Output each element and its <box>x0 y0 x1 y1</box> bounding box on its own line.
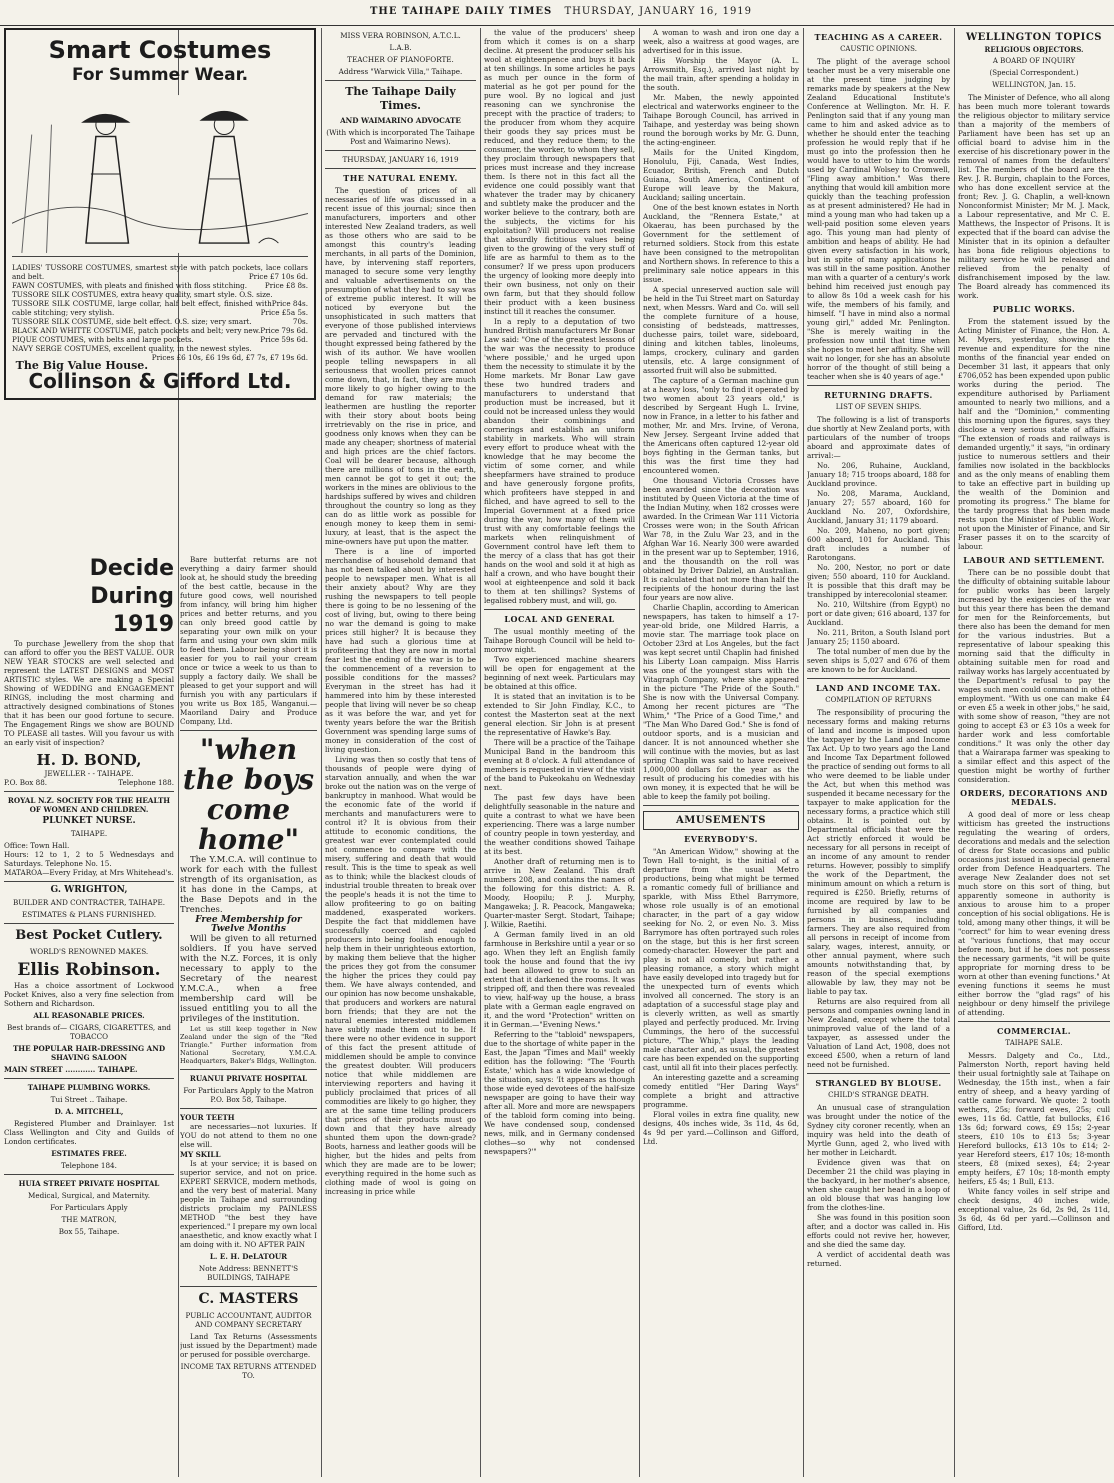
costume-item: BLACK AND WHITTE COSTUME, patch pockets and belt; very new. Price 79s 6d. <box>12 326 308 335</box>
paper-note: (With which is incorporated The Taihape Post and Waimarino News). <box>326 128 475 146</box>
divider <box>4 1078 174 1079</box>
plunket-town: TAIHAPE. <box>70 829 108 838</box>
local-para: Referring to the "tabloid" newspapers, due to the shortage of white paper in the East, the Japan "Times and Mail" weekly edition has the following: "The 'Fourth Estate,' which has a wide knowledge of the situation, says: 'It appears as though those wide eyed devotees of the half-size newspaper are going to have their way after all. More and more are newspapers of the tabloid form coming into being. We have condensed soup, condensed news, milk, and in Germany condensed clothes—so why not condensed newspapers?'" <box>484 1030 635 1156</box>
costume-item: PIQUE COSTUMES, with belts and large pockets. Price 59s 6d. <box>12 335 308 344</box>
jewel-ad-body: To purchase Jewellery from the shop that can afford to offer you the BEST VALUE. OUR NEW YEAR STOCKS are well selected and represent the LATEST DESIGNS and MOST ARTISTIC styles. We are making a Special Showing of WEDDING and ENGAGEMENT RINGS, including the most charming and attractively designed combinations of Stones that it has been our good fortune to secure. The Engagement Rings we show are BOUND TO PLEASE all tastes. Will you favour us with an early visit of inspection? <box>4 639 174 747</box>
ellis-prices: ALL REASONABLE PRICES. <box>33 1011 145 1020</box>
editorial-para: There is a line of imported merchandise of household demand that has not been talked about by interested people to newspaper men. What is all their anxiety about? Why are they rushing the newspapers to tell people there is going to be no lessening of the cost of living, but, owing to there being no war the demand is going to make prices still higher? It is because they have had such a glorious time at profiteering that they are now in mortal fear lest the ending of the war is to be the commencement of a reversion to possible conditions for the masses? Everyman in the street has had it hammered into him by these interested people that living will never be so cheap as it was before the war, and yet for twenty years before the war the British Government was spending large sums of money in consideration of the cost of living question. <box>325 547 476 754</box>
jeweller-trade: JEWELLER - - TAIHAPE. <box>44 769 134 778</box>
news-para: A woman to wash and iron one day a week, also a waitress at good wages, are advertised for in this issue. <box>643 28 799 55</box>
jewel-line-1: Decide <box>89 556 174 581</box>
news-para: His Worship the Mayor (A. L. Arrowsmith, Esq.), arrived last night by the mail train, after spending a holiday in the south. <box>643 56 799 92</box>
plunket-office: Office: Town Hall. <box>4 841 70 850</box>
teaching-para: The plight of the average school teacher must be a very miserable one at the present time judging by remarks made by speakers at the New Zealand Educational Institute's Conference at Wellington. Mr. H. F. Penlington said that if any young man came to him and asked advice as to whether he should enter the teaching profession he would reply that if he must go into the profession then he would have to utter to him the words used by Cardinal Wolsey to Cromwell, "Fling away ambition." Was there anything that would kill ambition more quickly than the teaching profession as at present administered? He had in mind a young man who had taken up a well-paid position some eleven years ago. This young man had plenty of ambition and heaps of ability. He had given every satisfaction in his work, but in spite of many applications he was still in the same position. Another man with a quarter of a century's work behind him received just enough pay to allow 8s 10d a week cash for his wife, the members of his family, and himself. "I have in mind also a normal young girl," added Mr. Penlington. "She is merely waiting in the profession now until that time when she hopes to meet her affinity. She will wait no longer, for she has an absolute horror of the thought of still being a teacher when she is 40 years of age." <box>807 57 950 381</box>
masthead-paper: THE TAIHAPE DAILY TIMES <box>369 6 553 17</box>
local-head: LOCAL AND GENERAL <box>504 614 615 624</box>
blouse-para: Evidence given was that on December 21 the child was playing in the backyard, in her mother's absence, when she caught her head in a loop of an old blouse that was hanging low from the clothes-line. <box>807 1158 950 1212</box>
costume-item: TUSSORE SILK COSTUME, large collar, half belt effect, finished with cable stitching; very stylish. Price £5a 5s. <box>12 299 308 317</box>
huia-matron: THE MATRON, <box>61 1215 117 1224</box>
works-head: PUBLIC WORKS. <box>992 304 1076 314</box>
costume-item: LADIES' TUSSORE COSTUMES, smartest style with patch pockets, lace collars and belt. Price £7 10s 6d. <box>12 263 308 281</box>
column-5 <box>643 28 799 1478</box>
ladies-illustration <box>12 92 308 256</box>
local-para: A German family lived in an old farmhouse in Berkshire until a year or so ago. When they left an English family took the house and found that the ivy had been allowed to grow to such an extent that it darkened the rooms. It was stripped off, and then there was revealed to view, half-way up the house, a brass plate with a German eagle engraved on it, and the word "Protection" written on it in German.—"Evening News." <box>484 930 635 1029</box>
editorial-cont: the value of the producers' sheep from which it comes is on a sharp decline. At present the producer sells his wool at eighteenpence and buys it back at ten shillings. In some articles he pays as much per ounce in the form of material as he got per pound for the pure wool. By no logical and just reasoning can we synchronise the precept with the practice of traders; to the producer from whom they acquire their goods they say prices must be reduced, and they reduce them; to the consumer, the worker, to whom they sell, they proclaim through newspapers that prices must increase and they increase them. Is there not in this fact all the evidence one could possibly want that whatever the trader may by chicanery and subtlety make the producer and the worker believe to the contrary, both are the subjects, the victims for his exploitation? Will producers not realise that absurdly fictitious values being given to the growing of the very stuff of life are as harmful to them as to the consumer? If we press upon producers the urgency of looking more deeply into their own business, not only on their own farm, but that they should follow their product with a keen business instinct till it reaches the consumer. <box>484 28 635 316</box>
robinson-name: MISS VERA ROBINSON, A.T.C.L. <box>340 31 461 40</box>
drafts-head: RETURNING DRAFTS. <box>824 390 933 400</box>
divider <box>958 1021 1110 1022</box>
costume-store-name: Collinson & Gifford Ltd. <box>28 369 292 393</box>
news-para: One thousand Victoria Crosses have been awarded since the decoration was instituted by Queen Victoria at the time of the Indian Mutiny, when 182 crosses were awarded. In the Crimean War 111 Victoria Crosses were won; in the South African War 78, in the Zulu War 23, and in the Afghan War 16. Nearly 300 were awarded in the present war up to September, 1916, and the thousandth on the roll was obtained by Driver Dalziel, an Australian. It is calculated that not more than half the recipients of the honour during the last four years are now alive. <box>643 476 799 602</box>
ymca-title: "when the boys come home" <box>182 733 315 856</box>
dentist-name: L. E. H. DeLATOUR <box>209 1252 288 1261</box>
blouse-para: A verdict of accidental death was returned. <box>807 1250 950 1268</box>
caustic-head: CAUSTIC OPINIONS. <box>840 45 917 53</box>
costume-store-line: The Big Value House. <box>15 359 149 372</box>
column-1-lower <box>4 555 174 1475</box>
column-rule <box>639 28 640 1477</box>
sale-para: Messrs. Dalgety and Co., Ltd., Palmerston North, report having held their usual fortnightly sale at Taihape on Wednesday, the 15th inst., when a fair entry of sheep, and a heavy yarding of cattle came forward. We quote: 2 tooth wethers, 25s; forward ewes, 25s; cull ewes, 11s 6d. Cattle, fat bullocks, £16 13s 6d; forward cows, £9 15s; 2-year steers, £10 10s to £13 5s; 3-year Hereford bullocks, £13 10s to £14; 2-year Hereford steers, £17 10s; 18-month steers, £8 (mixed sexes), £4; 2-year empty heifers, £7 10s; 18-month empty heifers, £5 4s; 1 Bull, £13. <box>958 1051 1110 1186</box>
blouse-head: STRANGLED BY BLOUSE. <box>815 1078 942 1088</box>
column-3 <box>325 28 476 1478</box>
plumbing-street: Tui Street .. Taihape. <box>50 1095 128 1104</box>
news-para: The capture of a German machine gun at a heavy loss, "only to find it operated by two women about 23 years old," is described by Sergeant Hugh L. Irvine, now in France, in a letter to his father and mother, Mr. and Mrs. Irvine, of Verona, New Jersey. Sergeant Irvine added that the Americans often captured 12-year old boys fighting in the German tanks, but this was the first time they had encountered women. <box>643 376 799 475</box>
teeth-body: are necessaries—not luxuries. If YOU do not attend to them no one else will. <box>180 1122 317 1149</box>
butterfat-ad: Bare butterfat returns are not everything a dairy farmer should look at, he should study the breeding of the best cattle, because in the future good cows, well nourished from infancy, will bring him higher prices and better returns, and you can only breed good cattle by separating your own milk on your farm and using your own skim milk to feed them. Labour being short it is easier for you to rail your cream once or twice a week to us than to supply a factory daily. We shall be pleased to get your support and will furnish you with any particulars if you write us Box 185, Wanganui.—Maoriland Dairy and Produce Company, Ltd. <box>180 555 317 726</box>
jeweller-name: H. D. BOND, <box>36 751 142 769</box>
plunket-nurse: PLUNKET NURSE. <box>42 816 136 826</box>
local-para: Two experienced machine shearers will be open for engagement at the beginning of next week. Particulars may be obtained at this office. <box>484 655 635 691</box>
costume-item: TUSSORE SILK COSTUMES, extra heavy quality, smart style. O.S. size. Price 84s. <box>12 290 308 308</box>
drafts-para: No. 206, Ruhaine, Auckland, January 18; 715 troops aboard, 188 for Auckland province. <box>807 461 950 488</box>
divider <box>4 1174 174 1175</box>
editorial-cont: In a reply to a deputation of two hundred British manufacturers Mr Bonar Law said: "One of the greatest lessons of the war was the necessity to produce 'where possible,' and he urged upon them the necessity to stimulate it by the Home markets. Mr Bonar Law gave these two hundred traders and manufacturers to understand that production must be increased, but it could not be increased unless they would abandon their combinings and cornerings and establish an uniform stability in markets. Who will strain every effort to produce wheat with the knowledge that he may become the victim of some corner, and while sheepfarmers have strained to produce and have generously forgone profits, which profiteers have stepped in and filched, and have agreed to sell to the Imperial Government at a fixed price during the war, how many of them will trust with any comfortable feelings the markets when relinquishment of Government control have left them to the mercy of a class that has got their hands on the wool and sold it at high as half a crown, and who have bought their wool at eighteenpence and sold it back to them at ten shillings? Systems of legalised robbery must, and will, go. <box>484 317 635 605</box>
costume-ad <box>4 28 316 400</box>
plumbing-body: Registered Plumber and Drainlayer. 1st Class Wellington and City and Guilds of London certificates. <box>4 1119 174 1146</box>
drafts-para: No. 208, Marama, Auckland, January 27; 557 aboard, 160 for Auckland No. 207, Oxfordshire, Auckland, January 31; 1179 aboard. <box>807 489 950 525</box>
costume-item: TUSSORE SILK COSTUME, side belt effect. O.S. size; very smart. 70s. <box>12 317 308 326</box>
divider <box>180 1069 317 1070</box>
news-para: One of the best known estates in North Auckland, the "Rennera Estate," at Okaerau, has been purchased by the Government for the settlement of returned soldiers. Stock from this estate have been consigned to the metropolitan and Northern shows. In reference to this a preliminary sale notice appears in this issue. <box>643 203 799 284</box>
ellis-name: Ellis Robinson. <box>17 960 161 980</box>
huia-box: Box 55, Taihape. <box>58 1227 120 1236</box>
plumbing-tel: Telephone 184. <box>61 1161 117 1170</box>
masters-name: C. MASTERS <box>198 1291 299 1307</box>
local-para: The usual monthly meeting of the Taihape Borough Council will be held to-morrow night. <box>484 627 635 654</box>
tax-sub: COMPILATION OF RETURNS <box>825 696 932 704</box>
jeweller-contact <box>4 778 174 787</box>
inquiry-head: A BOARD OF INQUIRY <box>992 57 1076 65</box>
masters-body: Land Tax Returns (Assessments just issued by the Department) made or perused for possible overcharge. <box>180 1332 317 1359</box>
divider <box>325 80 476 81</box>
plunket-mataroa: MATAROA—Every Friday, at Mrs Whitehead's. <box>4 868 174 877</box>
cutlery-title: Best Pocket Cutlery. <box>15 928 163 943</box>
cutlery-sub: WORLD'S RENOWNED MAKES. <box>29 947 149 956</box>
drafts-para: No. 200, Nestor, no port or date given; 550 aboard, 110 for Auckland. It is possible that this draft may be transhipped by interecolonial steamer. <box>807 563 950 599</box>
ymca-fine: Let us still keep together in New Zealand under the sign of the "Red Triangle." Further information from National Secretary, Y.M.C.A. Headquarters, Baker's Bldgs, Wellington. <box>180 1025 317 1065</box>
paper-title: The Taihape Daily Times. <box>345 85 456 112</box>
blouse-para: She was found in this position soon after, and a doctor was called in. His efforts could not revive her, however, and she died the same day. <box>807 1213 950 1249</box>
drafts-para: No. 209, Maheno, no port given; 600 aboard, 101 for Auckland. This draft includes a number of Rarotongans. <box>807 526 950 562</box>
teeth-head: YOUR TEETH <box>180 1113 235 1122</box>
plumbing-est: ESTIMATES FREE. <box>51 1149 127 1158</box>
wellington-dateline: WELLINGTON, Jan. 15. <box>992 81 1076 89</box>
ymca-body: The Y.M.C.A. will continue to work for each with the fullest strength of its organisation, as it has done in the Camps, at the Base Depots and in the Trenches. <box>180 855 317 915</box>
costume-item: NAVY SERGE COSTUMES, excellent quality, in the newest styles. Prices £6 10s, £6 19s 6d, £7 7s, £7 19s 6d. <box>12 344 308 362</box>
skill-head: MY SKILL <box>180 1150 221 1159</box>
ruanui-body: For Particulars Apply to the Matron P.O. Box 58, Taihape. <box>183 1086 314 1104</box>
sale-para: White fancy voiles in self stripe and check designs, 40 inches wide, exceptional value, 2s 6d, 2s 9d, 2s 11d, 3s 6d, 4s 6d per yard.—Collinson and Gifford, Ltd. <box>958 1187 1110 1232</box>
masthead-date: THURSDAY, JANUARY 16, 1919 <box>564 6 753 17</box>
medals-head: ORDERS, DECORATIONS AND MEDALS. <box>960 788 1108 807</box>
amusement-para: Floral voiles in extra fine quality, new designs, 40s inches wide, 3s 11d, 4s 6d, 4s 9d per yard.—Collinson and Gifford, Ltd. <box>643 1110 799 1146</box>
news-para: A special unreserved auction sale will be held in the Tui Street mart on Saturday next, when Messrs. Ward and Co. will sell the complete furniture of a house, consisting of bedsteads, mattresses, duchesse pairs, toilet ware, sideboard, dining and kitchen tables, linoleums, lamps, crockery, culinary and garden utensils, etc. A large consignment of assorted fruit will also be submitted. <box>643 285 799 375</box>
column-7 <box>958 28 1110 1478</box>
column-rule <box>321 28 322 1477</box>
jeweller-tel: Telephone 188. <box>118 778 174 787</box>
drafts-para: The total number of men due by the seven ships is 5,027 and 676 of them are known to be for Auckland. <box>807 647 950 674</box>
editorial-para: Living was then so costly that tens of thousands of people were dying of starvation annually, and when the war broke out the nation was on the verge of bankruptcy in manhood. What would be the economic fate of the world if merchants and manufacturers were to control it? It is obvious from their attitude to economic conditions, the greatest war ever contemplated could not commence to compare with the misery, suffering and death that would result. This is the time to speak as well as to think; while the blackest clouds of industrial trouble threaten to break over the people's heads it is not the time to allow profiteering to go on baiting maddened, exasperated workers. Despite the fact that middlemen have successfully coerced and cajoled producers into being foolish enough to help them in their unrighteous extortion, by making them believe that the higher the prices they got from the consumer the higher the prices they could pay them. We have always contended, and our opinion has now become unshakable, that producers and workers are natural born friends; that they are not the natural enemies interested middlemen have subtly made them out to be. If there were no other evidence in support of this fact the present attitude of middlemen should be ample to convince the greatest doubter. Will producers notice that while middlemen are interviewing reporters and having it publicly proclaimed that prices of all commodities are likely to go higher, they are at the same time telling producers that prices of their products must go down and that they have already shunted them upon the down-grade? Boots, harness and leather goods will be higher, but the hides and pelts from which they are made are to be lower; everything required in the home such as clothing made of wool is going on increasing in price while <box>325 755 476 1196</box>
column-rule <box>803 28 804 1477</box>
divider <box>643 805 799 806</box>
plumbing-head: TAIHAPE PLUMBING WORKS. <box>27 1083 151 1092</box>
everybodys-head: EVERYBODY'S. <box>684 834 758 844</box>
editorial-dateline: THURSDAY, JANUARY 16, 1919 <box>342 155 459 164</box>
local-para: Another draft of returning men is to arrive in New Zealand. This draft numbers 208, and contains the names of the following for this district: A. R. Moody, Hoopilu; P. J. Murphy, Mangaweka; J. R. Peacock, Mangaweka; Quarter-master Sergt. Stodart, Taihape; J. Wilkie, Raetihi. <box>484 857 635 929</box>
blouse-para: An unusual case of strangulation was brought under the notice of the Sydney city coroner recently, when an inquiry was held into the death of Myrtle Gunn, aged 2, who lived with her mother in Leichardt. <box>807 1103 950 1157</box>
local-para: The past few days have been delightfully seasonable in the nature and quite a contrast to what we have been experiencing. There was a large number of country people in town yesterday, and the weather conditions showed Taihape at its best. <box>484 793 635 856</box>
labour-para: There can be no possible doubt that the difficulty of obtaining suitable labour for public works has been largely increased by the exigencies of the war but this year there has been the demand for men for the Reinforcements, but there also has been the demand for men for the various industries. But a representative of labour speaking this morning said that the difficulty in obtaining suitable men for road and railway works has largely accentuated by the Department's refusal to pay the wages such men could command in other employment. "With us one can make £4 or even £5 a week in other jobs," he said, with some show of reason, "they are not going to accept £3 or £3 10s a week for harder work and less comfortable conditions." It was only the other day that a Wairarapa farmer was speaking to a similar effect and this aspect of the question might be worthy of further consideration. <box>958 568 1110 784</box>
wrighton-trade: BUILDER AND CONTRACTER, TAIHAPE. <box>12 898 166 907</box>
news-para: Charlie Chaplin, according to American newspapers, has taken to himself a 17-year-old bride, one Mildred Harris, a movie star. The marriage took place on October 23rd at Los Angeles, but the fact was kept secret until Chaplin had finished his Liberty Loan campaign. Miss Harris was one of the youngest stars with the Vitagraph Company, where she appeared in the picture "The Pride of the South." She is now with the Universal Company. Among her recent pictures are "The Whim," "The Price of a Good Time," and "The Man Who Dared God." She is fond of outdoor sports, and is a musician and dancer. It is not announced whether she will continue with the movies, but as last spring Chaplin was said to have received 1,000,000 dollars for the year as the result of producing his comedies with his own money, it is expected that he will be able to keep the family pot boiling. <box>643 603 799 801</box>
divider <box>180 1286 317 1287</box>
labour-head: LABOUR AND SETTLEMENT. <box>963 555 1105 565</box>
plunket-hours: Hours: 12 to 1, 2 to 5 Wednesdays and Saturdays. Telephone No. 15. <box>4 850 174 868</box>
divider <box>180 1108 317 1109</box>
robinson-teacher: TEACHER OF PIANOFORTE. <box>347 55 454 64</box>
objectors-para: The Minister of Defence, who all along has been much more tolerant towards the religious objector to military service than a majority of the members of Parliament have been has set up an official board to advise him in the exercise of his discretionary power in the removal of names from the defaulters' list. The members of the board are the Rev. J. R. Burgin, chaplain to the Forces, who has done excellent service at the front; Rev. J. G. Chaplin, a well-known Nonconformist Minister; Mr M. J. Mack, a Labour representative, and Mr C. E. Matthews, the Inspector of Prisons. It is expected that if the board can advise the Minister that in its opinion a defaulter has bona fide religious objections to military service he will be released and relieved from the penalty of disfranchisement imposed by the law. The Board already has commenced its work. <box>958 93 1110 300</box>
works-para: From the statement issued by the Acting Minister of Finance, the Hon. A. M. Myers, yesterday, showing the revenue and expenditure for the nine months of the financial year ended on December 31 last, it appears that only £706,052 has been expended upon public works during the period. The expenditure authorised by Parliament amounted to nearly two millions, and a half and the "Dominion," commenting this morning upon the figures, says they disclose a very serious state of affairs. "The extension of roads and railways is demanded urgently," it says, "in ordinary justice to numerous settlers and their families now isolated in the backblocks and as the only means of enabling them to take an effective part in building up the wealth of the Dominion and promoting its progress." The blame for the tardy progress that has been made rests upon the Minister of Public Work, not upon the Minister of Finance, and Sir Fraser passes it on to the scarcity of labour. <box>958 317 1110 551</box>
jewel-ad <box>4 555 174 639</box>
robinson-address: Address "Warwick Villa," Taihape. <box>338 67 463 76</box>
divider <box>325 150 476 151</box>
jewel-line-2: During <box>90 584 174 609</box>
editorial-para: The question of prices of all necessaries of life was discussed in a recent issue of this journal; since then manufacturers, importers and other interested New Zealand traders, as well as those others who are said to be amongst this country's leading merchants, in all parts of the Dominion, have, by intervening staff reporters, managed to secure some very lengthy and valuable advertisements on the presumption of what they had to say was of extreme public interest. It will be noticed by everyone but the unsophisticated in such matters that everyone of those published interviews are pervaded and tinctured with the thought expressed being fathered by the wish of its author. We have woollen people telling newspapers in all seriousness that woollen prices cannot come down, that, in fact, they are much more likely to go higher owing to the demand for raw materials; the leathermen are hustling the reporter with their story about boots being irretrievably on the rise in price, and goodness only knows when they can be made any cheaper; shortness of material and high prices are the chief factors. Coal will be dearer because, although there are millions of tons in the earth, men cannot be got to get it out; the workers in the mines are oblivious to the hardships suffered by wives and children throughout the country so long as they can do as little work as possible for enough money to keep them in semi-luxury, at least, that is the aspect the mine-owners have put upon the matter. <box>325 186 476 546</box>
plumbing-name: D. A. MITCHELL, <box>54 1107 124 1116</box>
objectors-head: RELIGIOUS OBJECTORS. <box>984 45 1084 54</box>
masters-tail: INCOME TAX RETURNS ATTENDED TO. <box>180 1362 317 1380</box>
paper-sub: AND WAIMARINO ADVOCATE <box>340 116 461 125</box>
special-correspondent: (Special Correspondent.) <box>989 69 1079 77</box>
news-para: Mr. Maben, the newly appointed electrical and waterworks engineer to the Taihape Borough Council, has arrived in Taihape, and yesterday was being shown round the borough works by Mr. G. Dunn, the acting-engineer. <box>643 93 799 147</box>
costume-item: FAWN COSTUMES, with pleats and finished with floss stitching. Price £8 8s. <box>12 281 308 290</box>
masters-trade: PUBLIC ACCOUNTANT, AUDITOR AND COMPANY SECRETARY <box>185 1311 312 1329</box>
wrighton-est: ESTIMATES & PLANS FURNISHED. <box>21 910 156 919</box>
tax-para: The responsibility of procuring the necessary forms and making returns of land and income is imposed upon the taxpayer by the Land and Income Tax Act. Up to two years ago the Land and Income Tax Department followed the practice of sending out forms to all who were deemed to be liable under the Act, but when this method was suspended it became necessary for the taxpayer to make application for the necessary forms, a practice which still obtains. It is pointed out by Departmental officials that were the Act strictly enforced it would be necessary for all persons in receipt of an income of any amount to render returns. However, possibly to simplify the work of the Department, the minimum amount on which a return is required is £250. Briefly, returns of income are required by law to be furnished by all companies and persons in business, including farmers. They are also required from all persons in receipt of income from salary, wages, interest, annuity, or other annual payment, where such amounts notwithstanding that, by reason of the special exemptions allowable by law, they may not be liable to pay tax. <box>807 708 950 996</box>
wrighton-name: G. WRIGHTON, <box>50 885 128 895</box>
costume-ad-title: Smart Costumes <box>48 36 272 64</box>
editorial-head: THE NATURAL ENEMY. <box>343 173 458 183</box>
column-rule <box>480 28 481 1477</box>
topics-head: WELLINGTON TOPICS <box>965 32 1103 43</box>
amusement-para: "An American Widow," showing at the Town Hall to-night, is the initial of a departure from the usual Metro productions, being what might be termed a romantic comedy full of brilliance and sparkle, with Miss Ethel Barrymore, whose role usually is of an emotional character, in the part of a gay widow seeking for No. 2, or even No. 3. Miss Barrymore has often portrayed such roles on the stage, but this is her first screen comedy-character. However the part and play is not all comedy, but rather a pleasing romance, a story which might have easily developed into tragedy but for the unexpected turn of events which involved all concerned. The story is an adaptation of a successful stage play and is cleverly written, as well as smartly played and perfectly produced. Mr. Irving Cummings, the hero of the successful picture, "The Whip," plays the leading male character and, as usual, the greatest care has been expended on the supporting cast, until all fit into their places perfectly. <box>643 847 799 1072</box>
jewel-line-3: 1919 <box>112 612 174 637</box>
divider <box>484 609 635 610</box>
news-para: Mails for the United Kingdom, Honolulu, Fiji, Canada, West Indies, Ecuador, British, French and Dutch Guiana, South America, Continent of Europe will leave by the Makura, Auckland; sailing uncertain. <box>643 148 799 202</box>
huia-sub: Medical, Surgical, and Maternity. <box>28 1191 150 1200</box>
medals-para: A good deal of more or less cheap witticism has greeted the instructions regulating the wearing of orders, decorations and medals and the selection of dress for State occasions and public occasions just issued in a special general order from Defence Headquarters. The average New Zealander does not set much store on this sort of thing, but apparently someone in authority is anxious to arouse him to a proper conception of his social obligations. He is told, among many other things, it will be "correct" for him to wear evening dress at "various functions, that may occur before noon, but if he does not possess the necessary garments, "it will be quite appropriate for morning dress to be worn at other than evening functions." At evening functions it seems he must either borrow the "glad rags" of his neighbour or deny himself the privilege of attending. <box>958 810 1110 1017</box>
column-rule <box>954 28 955 1477</box>
divider <box>807 678 950 679</box>
ellis-salon: THE POPULAR HAIR-DRESSING AND SHAVING SALOON <box>12 1044 166 1062</box>
huia-head: HUIA STREET PRIVATE HOSPITAL <box>18 1179 160 1188</box>
skill-body: Is at your service; it is based on superior service, and not on price. EXPERT SERVICE, modern methods, and the very best of material. Many people in Taihape and surrounding districts proclaim my PAINLESS METHOD "the best they have experienced." I prepare my own local anaesthetic, and know exactly what I am doing with it. NO AFTER PAIN <box>180 1159 317 1249</box>
amusements-head: AMUSEMENTS <box>643 811 799 830</box>
ruanui-head: RUANUI PRIVATE HOSPITAL <box>189 1074 308 1083</box>
drafts-para: No. 210, Wiltshire (from Egypt) no port or date given; 616 aboard, 137 for Auckland. <box>807 600 950 627</box>
column-6 <box>807 28 950 1478</box>
tax-para: Returns are also required from all persons and companies owning land in New Zealand, except where the total unimproved value of the land of a taxpayer, as assessed under the Valuation of Land Act, 1908, does not exceed £500, when a return of land need not be furnished. <box>807 997 950 1069</box>
local-para: It is stated that an invitation is to be extended to Sir John Findlay, K.C., to contest the Masterton seat at the next general election. Sir John is at present the representative of Hawke's Bay. <box>484 692 635 737</box>
huia-apply: For Particulars Apply <box>50 1203 128 1212</box>
divider <box>4 881 174 882</box>
divider <box>4 923 174 924</box>
sale-head: TAIHAPE SALE. <box>1005 1039 1063 1047</box>
commercial-head: COMMERCIAL. <box>996 1026 1072 1036</box>
masthead <box>0 0 1114 26</box>
ymca-free: Free Membership for Twelve Months <box>195 915 302 934</box>
ellis-body: Has a choice assortment of Lockwood Pocket Knives, also a very fine selection from Sothern and Richardson. <box>4 981 174 1008</box>
costume-ad-subtitle: For Summer Wear. <box>71 65 249 85</box>
amusement-para: An interesting gazette and a screaming comedy entitled "Her Daring Ways" complete a bright and attractive programme. <box>643 1073 799 1109</box>
column-4 <box>484 28 635 1478</box>
drafts-para: The following is a list of transports due shortly at New Zealand ports, with particulars of the number of troops aboard and approximate dates of arrival:— <box>807 415 950 460</box>
ellis-street: MAIN STREET ............ TAIHAPE. <box>4 1065 138 1074</box>
robinson-lab: L.A.B. <box>389 43 412 52</box>
divider <box>807 1073 950 1074</box>
costume-illustration <box>12 92 308 257</box>
column-2-lower <box>180 555 317 1475</box>
ellis-brands: Best brands of— CIGARS, CIGARETTES, and TOBACCO <box>7 1023 171 1041</box>
plunket-head: ROYAL N.Z. SOCIETY FOR THE HEALTH OF WOMEN AND CHILDREN. <box>7 796 171 814</box>
dentist-address: Note Address: BENNETT'S BUILDINGS, TAIHAPE <box>198 1264 299 1282</box>
drafts-para: No. 211, Briton, a South Island port January 25; 1150 aboard. <box>807 628 950 646</box>
divider <box>180 730 317 731</box>
jeweller-box: P.O. Box 88. <box>4 778 48 787</box>
teaching-head: TEACHING AS A CAREER. <box>814 32 943 42</box>
tax-head: LAND AND INCOME TAX. <box>816 683 941 693</box>
ymca-body-2: Will be given to all returned soldiers. If you have served with the N.Z. Forces, it is only necessary to apply to the Secretary of the nearest Y.M.C.A., when a free membership card will be issued entitling you to all the privileges of the institution. <box>180 934 317 1024</box>
drafts-sub: LIST OF SEVEN SHIPS. <box>835 403 922 411</box>
local-para: There will be a practice of the Taihape Municipal Band in the bandroom this evening at 8 o'clock. A full attendance of members is requested in view of the visit of the band to Pukeokahu on Wednesday next. <box>484 738 635 792</box>
blouse-sub: CHILD'S STRANGE DEATH. <box>828 1091 929 1099</box>
divider <box>807 385 950 386</box>
divider <box>4 791 174 792</box>
divider <box>325 168 476 169</box>
